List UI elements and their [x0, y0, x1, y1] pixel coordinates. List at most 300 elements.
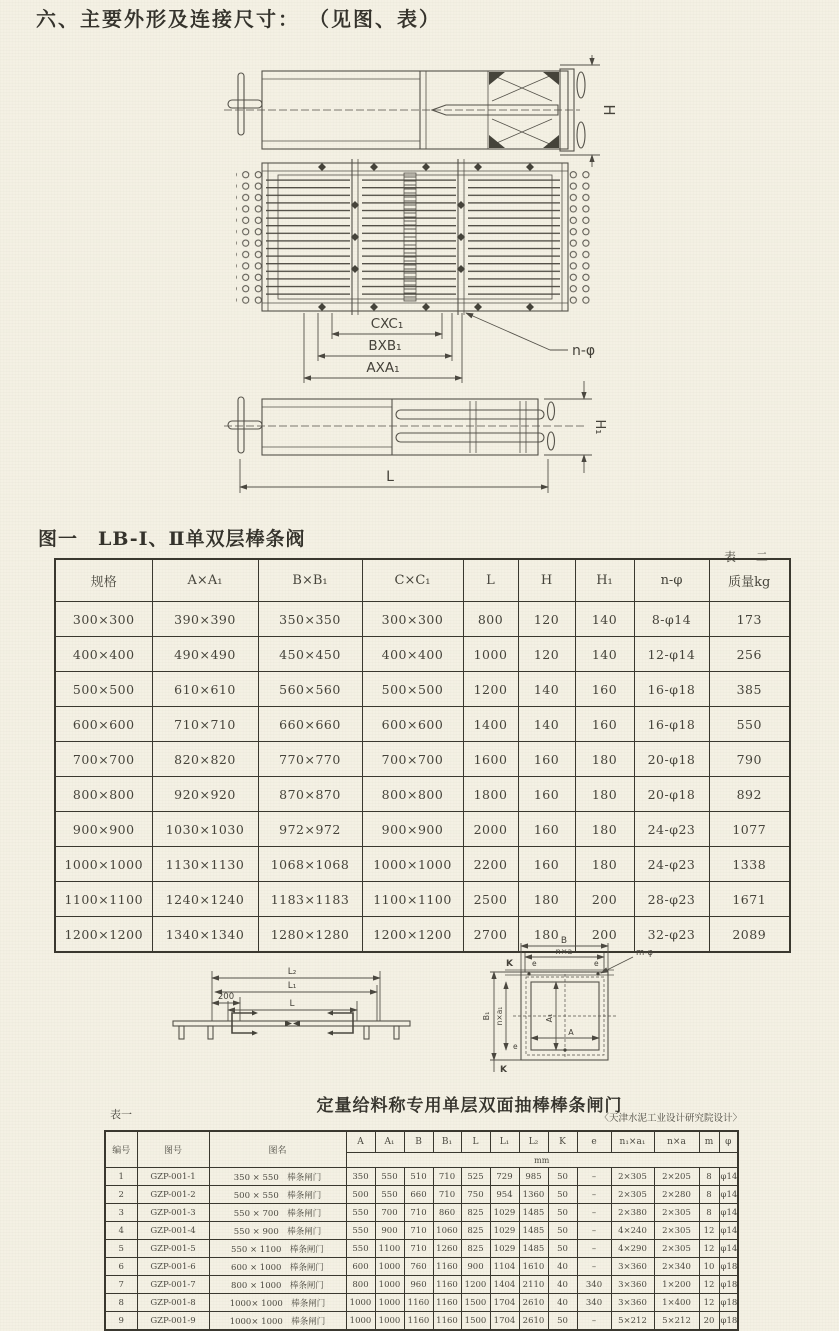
table-row — [105, 1312, 738, 1331]
table-cell: 900 — [375, 1222, 404, 1240]
table-cell: 525 — [461, 1168, 490, 1186]
table-cell: 2×305 — [654, 1204, 699, 1222]
table-cell: – — [577, 1168, 611, 1186]
col-header: L₁ — [490, 1131, 519, 1153]
table-cell: 340 — [577, 1294, 611, 1312]
dim-label-e1: e — [532, 959, 537, 968]
table-cell: – — [577, 1222, 611, 1240]
table-cell: 50 — [548, 1240, 577, 1258]
table-cell: 1000 — [463, 637, 518, 672]
table-cell: 760 — [404, 1258, 433, 1276]
table-cell: GZP-001-6 — [137, 1258, 209, 1276]
dim-label-axa1: AXA₁ — [366, 360, 400, 376]
dim-label-l-gate: L — [289, 999, 295, 1009]
table-cell: 1360 — [519, 1186, 548, 1204]
table-cell: 1000×1000 — [55, 847, 152, 882]
table-row — [55, 742, 790, 777]
table-cell: 600×600 — [55, 707, 152, 742]
table-cell: 600×600 — [362, 707, 463, 742]
table-cell: 20-φ18 — [634, 777, 709, 812]
table-cell: 400×400 — [362, 637, 463, 672]
table-cell: 40 — [548, 1258, 577, 1276]
table-cell: 3×360 — [611, 1258, 654, 1276]
dim-label-h1: H₁ — [592, 419, 607, 435]
table-cell: 972×972 — [258, 812, 362, 847]
table-cell: 825 — [461, 1222, 490, 1240]
table-cell: 900×900 — [362, 812, 463, 847]
table-cell: 9 — [105, 1312, 137, 1331]
table-cell: 700×700 — [55, 742, 152, 777]
table-cell: 550 — [375, 1186, 404, 1204]
table-row — [105, 1222, 738, 1240]
col-header: 规格 — [55, 559, 152, 602]
table-cell: GZP-001-1 — [137, 1168, 209, 1186]
table-cell: 610×610 — [152, 672, 258, 707]
table-cell: 2×340 — [654, 1258, 699, 1276]
table-cell: 12 — [699, 1240, 719, 1258]
table-cell: 1160 — [404, 1294, 433, 1312]
table-row — [55, 777, 790, 812]
table-cell: 200 — [575, 882, 634, 917]
col-header: A — [346, 1131, 375, 1153]
col-header: L — [461, 1131, 490, 1153]
table-cell: GZP-001-2 — [137, 1186, 209, 1204]
col-header: e — [577, 1131, 611, 1153]
col-header: m — [699, 1131, 719, 1153]
table-cell: 560×560 — [258, 672, 362, 707]
table-cell: 2610 — [519, 1294, 548, 1312]
table-cell: 700×700 — [362, 742, 463, 777]
table-cell: φ14 — [719, 1168, 738, 1186]
table-cell: GZP-001-8 — [137, 1294, 209, 1312]
dim-label-mphi: m-φ — [636, 948, 653, 958]
table-cell: 1404 — [490, 1276, 519, 1294]
table-cell: 1000 — [375, 1312, 404, 1331]
table-cell: 20-φ18 — [634, 742, 709, 777]
table-cell: 16-φ18 — [634, 707, 709, 742]
table-cell: 1029 — [490, 1204, 519, 1222]
table-cell: 20 — [699, 1312, 719, 1331]
table-cell: GZP-001-9 — [137, 1312, 209, 1331]
table-cell: 1200×1200 — [362, 917, 463, 953]
table-cell: 350 — [346, 1168, 375, 1186]
table-cell: 50 — [548, 1312, 577, 1331]
table-cell: 825 — [461, 1204, 490, 1222]
table-cell: 340 — [577, 1276, 611, 1294]
col-header: K — [548, 1131, 577, 1153]
table-cell: 2610 — [519, 1312, 548, 1331]
table-cell: 450×450 — [258, 637, 362, 672]
table-cell: 40 — [548, 1276, 577, 1294]
table-cell: 1×200 — [654, 1276, 699, 1294]
dim-label-kbottom: K — [500, 1065, 507, 1075]
table-cell: 1600 — [463, 742, 518, 777]
table-cell: 1671 — [709, 882, 790, 917]
table-cell: 954 — [490, 1186, 519, 1204]
table-cell: 1100×1100 — [55, 882, 152, 917]
table-cell: 180 — [575, 812, 634, 847]
table-cell: 24-φ23 — [634, 847, 709, 882]
table-cell: 1800 — [463, 777, 518, 812]
table-cell: 40 — [548, 1294, 577, 1312]
table-row — [55, 847, 790, 882]
table-cell: 160 — [575, 707, 634, 742]
table-cell: 5×212 — [611, 1312, 654, 1331]
table-cell: φ14 — [719, 1240, 738, 1258]
table1-label: 表一 — [110, 1108, 132, 1121]
table-cell: 490×490 — [152, 637, 258, 672]
table-cell: 180 — [575, 777, 634, 812]
figure1-drawing — [0, 55, 839, 523]
table-row — [105, 1276, 738, 1294]
table-cell: 800×800 — [362, 777, 463, 812]
table-cell: 1280×1280 — [258, 917, 362, 953]
table-cell: 800 — [346, 1276, 375, 1294]
table-cell: 1610 — [519, 1258, 548, 1276]
table-cell: 1029 — [490, 1240, 519, 1258]
table-cell: 10 — [699, 1258, 719, 1276]
table-cell: 2110 — [519, 1276, 548, 1294]
col-header: A₁ — [375, 1131, 404, 1153]
table-cell: 770×770 — [258, 742, 362, 777]
col-header: n-φ — [634, 559, 709, 602]
table-cell: 1160 — [433, 1276, 461, 1294]
table-cell: 180 — [575, 847, 634, 882]
table-cell: 1130×1130 — [152, 847, 258, 882]
table-cell: 1029 — [490, 1222, 519, 1240]
table-cell: 550 × 700 棒条闸门 — [209, 1204, 346, 1222]
table-cell: 120 — [518, 637, 575, 672]
table-cell: 800×800 — [55, 777, 152, 812]
table-cell: 1×400 — [654, 1294, 699, 1312]
table-cell: 7 — [105, 1276, 137, 1294]
table-cell: 550 — [346, 1240, 375, 1258]
table-cell: 710×710 — [152, 707, 258, 742]
table-cell: 16-φ18 — [634, 672, 709, 707]
table-cell: 1338 — [709, 847, 790, 882]
table-cell: 1104 — [490, 1258, 519, 1276]
table-cell: 4×290 — [611, 1240, 654, 1258]
col-header: B×B₁ — [258, 559, 362, 602]
col-header: L₂ — [519, 1131, 548, 1153]
table-cell: 180 — [518, 882, 575, 917]
table-cell: GZP-001-3 — [137, 1204, 209, 1222]
table-cell: 180 — [575, 742, 634, 777]
table-cell: 900×900 — [55, 812, 152, 847]
table-cell: 1160 — [433, 1258, 461, 1276]
table-cell: – — [577, 1258, 611, 1276]
table-cell: 710 — [404, 1204, 433, 1222]
table-cell: 32-φ23 — [634, 917, 709, 953]
table-cell: 173 — [709, 602, 790, 637]
table-cell: 800 — [463, 602, 518, 637]
table-cell: φ18 — [719, 1312, 738, 1331]
table-cell: 1 — [105, 1168, 137, 1186]
dim-label-200: 200 — [217, 992, 235, 1002]
table-cell: 1100 — [375, 1240, 404, 1258]
table-row — [105, 1204, 738, 1222]
table-cell: 160 — [518, 742, 575, 777]
dim-label-ktop: K — [506, 959, 513, 969]
table-cell: 2 — [105, 1186, 137, 1204]
table-cell: 1400 — [463, 707, 518, 742]
table-cell: 985 — [519, 1168, 548, 1186]
col-header: A×A₁ — [152, 559, 258, 602]
table-cell: 8 — [699, 1204, 719, 1222]
unit-cell: mm — [346, 1153, 738, 1168]
gate-table-body — [105, 1168, 738, 1331]
table-cell: 550 — [375, 1168, 404, 1186]
table-row — [55, 882, 790, 917]
table-cell: 400×400 — [55, 637, 152, 672]
col-header: 质量kg — [709, 559, 790, 602]
table-cell: φ14 — [719, 1186, 738, 1204]
table-cell: 1000 — [375, 1294, 404, 1312]
table-cell: 2089 — [709, 917, 790, 953]
table-row — [105, 1186, 738, 1204]
table-cell: 200 — [575, 917, 634, 953]
dim-label-l: L — [386, 469, 394, 485]
table-cell: 1340×1340 — [152, 917, 258, 953]
table-cell: 1500 — [461, 1312, 490, 1331]
table-cell: φ14 — [719, 1204, 738, 1222]
section2-title: 定量给料称专用单层双面抽棒棒条闸门 — [316, 1096, 623, 1116]
table-cell: 1500 — [461, 1294, 490, 1312]
dim-label-cxc1: CXC₁ — [370, 316, 404, 332]
table-cell: 390×390 — [152, 602, 258, 637]
dim-label-b: B — [560, 936, 568, 946]
table-row — [105, 1294, 738, 1312]
table-cell: 1183×1183 — [258, 882, 362, 917]
table-cell: 660×660 — [258, 707, 362, 742]
table-cell: 256 — [709, 637, 790, 672]
table-cell: 1000 — [375, 1276, 404, 1294]
dim-label-h: H — [600, 104, 618, 116]
dim-label-e2: e — [594, 959, 599, 968]
table-cell: 120 — [518, 602, 575, 637]
table-cell: 660 — [404, 1186, 433, 1204]
table-cell: φ18 — [719, 1276, 738, 1294]
table-cell: – — [577, 1240, 611, 1258]
dim-label-b1: B₁ — [482, 1011, 491, 1021]
table-cell: 12 — [699, 1222, 719, 1240]
table-cell: 1200 — [463, 672, 518, 707]
table-cell: 2×305 — [654, 1240, 699, 1258]
table-cell: 12 — [699, 1294, 719, 1312]
col-header: 图名 — [209, 1131, 346, 1168]
col-header: B — [404, 1131, 433, 1153]
table-cell: 750 — [461, 1186, 490, 1204]
view-side-open — [224, 381, 607, 493]
table-cell: 1485 — [519, 1204, 548, 1222]
table-cell: 870×870 — [258, 777, 362, 812]
table-cell: 1000× 1000 棒条闸门 — [209, 1294, 346, 1312]
table-cell: 1485 — [519, 1240, 548, 1258]
dim-label-l2: L₂ — [287, 967, 297, 977]
view-gate-side — [173, 967, 410, 1039]
table-cell: 2200 — [463, 847, 518, 882]
view-side-closed — [224, 55, 618, 167]
table-cell: 900 — [461, 1258, 490, 1276]
table-cell: 5×212 — [654, 1312, 699, 1331]
table-cell: 2×280 — [654, 1186, 699, 1204]
design-credit: 〈天津水泥工业设计研究院设计〉 — [599, 1113, 742, 1124]
table-cell: 8-φ14 — [634, 602, 709, 637]
table-cell: 3 — [105, 1204, 137, 1222]
table-cell: φ14 — [719, 1222, 738, 1240]
table-cell: 2×205 — [654, 1168, 699, 1186]
col-header: n₁×a₁ — [611, 1131, 654, 1153]
table-cell: 500 — [346, 1186, 375, 1204]
dim-label-bxb1: BXB₁ — [368, 338, 402, 354]
table-row — [105, 1258, 738, 1276]
table-cell: 1704 — [490, 1294, 519, 1312]
table2-label: 表 二 — [724, 550, 776, 564]
table-cell: – — [577, 1312, 611, 1331]
table-cell: 1060 — [433, 1222, 461, 1240]
table-header-row — [105, 1131, 738, 1153]
table-cell: 960 — [404, 1276, 433, 1294]
spec-table — [54, 558, 791, 953]
table-cell: 1485 — [519, 1222, 548, 1240]
table-cell: φ18 — [719, 1294, 738, 1312]
table-cell: 1000× 1000 棒条闸门 — [209, 1312, 346, 1331]
table-cell: 160 — [518, 777, 575, 812]
table-cell: 710 — [433, 1186, 461, 1204]
table-cell: 160 — [518, 812, 575, 847]
table-cell: 920×920 — [152, 777, 258, 812]
table-cell: GZP-001-7 — [137, 1276, 209, 1294]
table-cell: 385 — [709, 672, 790, 707]
table-cell: 500×500 — [55, 672, 152, 707]
table-cell: 3×360 — [611, 1294, 654, 1312]
table-row — [55, 672, 790, 707]
table-cell: 4×240 — [611, 1222, 654, 1240]
table-cell: 350 × 550 棒条闸门 — [209, 1168, 346, 1186]
view-plan — [236, 159, 595, 383]
table-cell: 600 — [346, 1258, 375, 1276]
dim-label-a1: A₁ — [545, 1013, 554, 1023]
table-cell: 790 — [709, 742, 790, 777]
table-cell: 3×360 — [611, 1276, 654, 1294]
table-row — [105, 1168, 738, 1186]
table-cell: 1704 — [490, 1312, 519, 1331]
table-cell: 300×300 — [55, 602, 152, 637]
table-cell: – — [577, 1204, 611, 1222]
col-header: φ — [719, 1131, 738, 1153]
table-cell: 700 — [375, 1204, 404, 1222]
table-cell: 1200 — [461, 1276, 490, 1294]
table-cell: 28-φ23 — [634, 882, 709, 917]
table-cell: 160 — [518, 847, 575, 882]
table-cell: 1100×1100 — [362, 882, 463, 917]
table-cell: 12 — [699, 1276, 719, 1294]
page-title: 六、主要外形及连接尺寸： （见图、表） — [36, 7, 441, 31]
table-cell: 1000 — [346, 1294, 375, 1312]
table-cell: 892 — [709, 777, 790, 812]
table-cell: 1240×1240 — [152, 882, 258, 917]
table-cell: 2×305 — [611, 1186, 654, 1204]
table-cell: 2×380 — [611, 1204, 654, 1222]
col-header: 编号 — [105, 1131, 137, 1168]
table-cell: 50 — [548, 1168, 577, 1186]
table-cell: 1260 — [433, 1240, 461, 1258]
table-cell: 180 — [518, 917, 575, 953]
table-cell: 500 × 550 棒条闸门 — [209, 1186, 346, 1204]
table-cell: 1200×1200 — [55, 917, 152, 953]
table-cell: 550 × 1100 棒条闸门 — [209, 1240, 346, 1258]
table-cell: 2×305 — [611, 1168, 654, 1186]
table-cell: – — [577, 1186, 611, 1204]
table-cell: 710 — [404, 1222, 433, 1240]
table-cell: 5 — [105, 1240, 137, 1258]
table-cell: 550 — [709, 707, 790, 742]
table-cell: 140 — [575, 602, 634, 637]
table-cell: 729 — [490, 1168, 519, 1186]
col-header: H — [518, 559, 575, 602]
table-cell: 1160 — [433, 1312, 461, 1331]
table-cell: 510 — [404, 1168, 433, 1186]
table-cell: 1077 — [709, 812, 790, 847]
table-cell: 8 — [699, 1168, 719, 1186]
table-cell: 600 × 1000 棒条闸门 — [209, 1258, 346, 1276]
table-cell: 1000×1000 — [362, 847, 463, 882]
table-cell: 8 — [105, 1294, 137, 1312]
table-cell: φ18 — [719, 1258, 738, 1276]
table-cell: 550 — [346, 1204, 375, 1222]
col-header: B₁ — [433, 1131, 461, 1153]
dim-label-a: A — [568, 1028, 574, 1037]
table-cell: 140 — [518, 707, 575, 742]
figure1-caption: 图一 LB-Ⅰ、Ⅱ单双层棒条阀 — [38, 528, 306, 550]
table-row — [55, 707, 790, 742]
dim-label-e3: e — [513, 1042, 518, 1051]
table-cell: 550 × 900 棒条闸门 — [209, 1222, 346, 1240]
table-cell: 8 — [699, 1186, 719, 1204]
table-row — [55, 812, 790, 847]
table-cell: 24-φ23 — [634, 812, 709, 847]
table-cell: 1068×1068 — [258, 847, 362, 882]
table-cell: 50 — [548, 1186, 577, 1204]
table-cell: 140 — [518, 672, 575, 707]
table-cell: 1160 — [433, 1294, 461, 1312]
table-header-row — [55, 559, 790, 602]
col-header: C×C₁ — [362, 559, 463, 602]
table-cell: 1030×1030 — [152, 812, 258, 847]
table-cell: 500×500 — [362, 672, 463, 707]
table-cell: 50 — [548, 1204, 577, 1222]
table-cell: 710 — [404, 1240, 433, 1258]
table-cell: 2500 — [463, 882, 518, 917]
table-cell: GZP-001-4 — [137, 1222, 209, 1240]
spec-table-body — [55, 602, 790, 953]
table-row — [55, 637, 790, 672]
dim-label-l1: L₁ — [287, 981, 297, 991]
table-cell: 6 — [105, 1258, 137, 1276]
table-cell: 2×305 — [654, 1222, 699, 1240]
table-cell: 550 — [346, 1222, 375, 1240]
table-cell: 800 × 1000 棒条闸门 — [209, 1276, 346, 1294]
table-cell: 50 — [548, 1222, 577, 1240]
gate-table — [104, 1130, 739, 1331]
table-cell: GZP-001-5 — [137, 1240, 209, 1258]
col-header: 图号 — [137, 1131, 209, 1168]
table-cell: 350×350 — [258, 602, 362, 637]
table-cell: 12-φ14 — [634, 637, 709, 672]
dim-label-nphi: n-φ — [572, 343, 596, 359]
view-gate-plan — [482, 936, 653, 1075]
table-row — [55, 602, 790, 637]
